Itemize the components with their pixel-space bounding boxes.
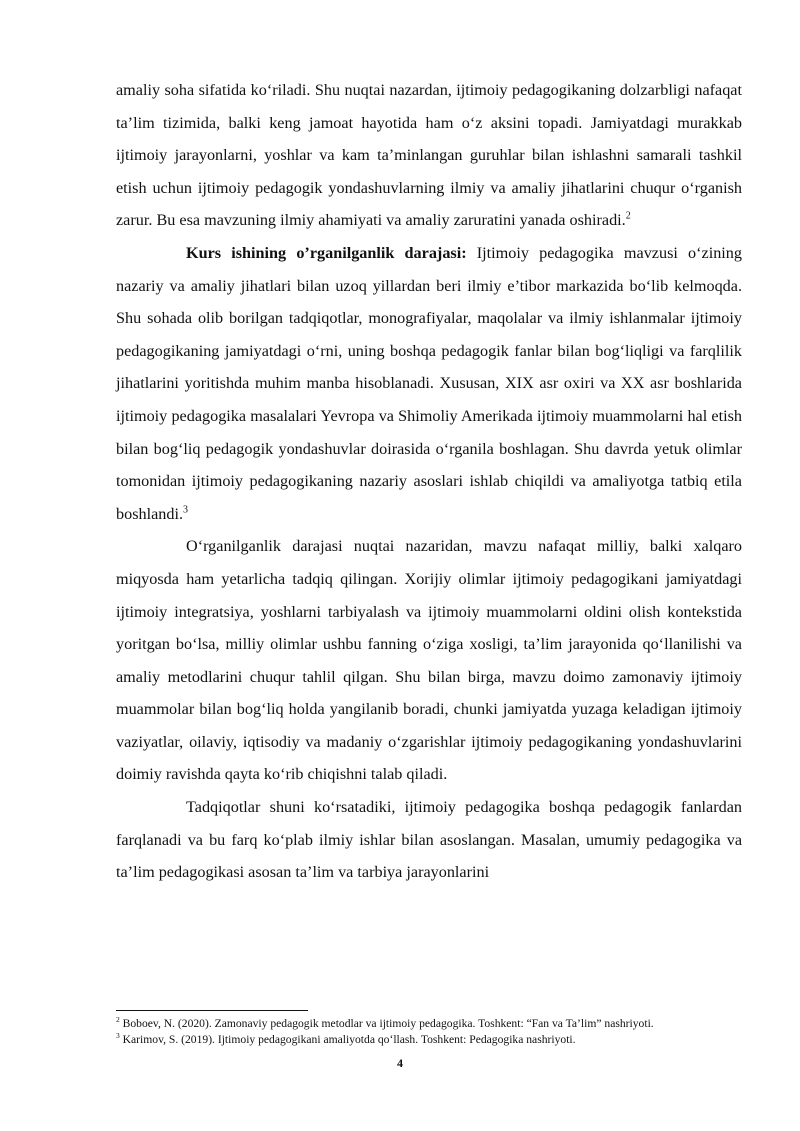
footnote-text: Karimov, S. (2019). Ijtimoiy pedagogikani amaliyotda qo‘llash. Toshkent: Pedagogika nashriyoti. <box>119 1033 576 1046</box>
paragraph-3-text: O‘rganilganlik darajasi nuqtai nazaridan, mavzu nafaqat milliy, balki xalqaro miqyosda ham yetarlicha tadqiq qilingan. Xorijiy olimlar ijtimoiy pedagogikani jamiyatdagi ijtimoiy integratsiya, yoshlarni tarbiyalash va ijtimoiy muammolarni oldini olish kontekstida yoritgan bo‘lsa, milliy olimlar ushbu fanning o‘ziga xosligi, ta’lim jarayonida qo‘llanilishi va amaliy metodlarini chuqur tahlil qilgan. Shu bilan birga, mavzu doimo zamonaviy ijtimoiy muammolar bilan bog‘liq holda yangilanib boradi, chunki jamiyatda yuzaga keladigan ijtimoiy vaziyatlar, oilaviy, iqtisodiy va madaniy o‘zgarishlar ijtimoiy pedagogikaning yondashuvlarini doimiy ravishda qayta ko‘rib chiqishni talab qiladi. <box>116 537 742 784</box>
footnote-ref-2: 2 <box>625 210 631 222</box>
paragraph-1 <box>116 74 742 237</box>
footnote-number: 3 <box>116 1031 120 1041</box>
paragraph-2-text: Ijtimoiy pedagogika mavzusi o‘zining nazariy va amaliy jihatlari bilan uzoq yillardan beri ilmiy e’tibor markazida bo‘lib kelmoqda. Shu sohada olib borilgan tadqiqotlar, monografiyalar, maqolalar va ilmiy ishlanmalar ijtimoiy pedagogikaning jamiyatdagi o‘rni, uning boshqa pedagogik fanlar bilan bog‘liqligi va farqlilik jihatlarini yoritishda muhim manba hisoblanadi. Xususan, XIX asr oxiri va XX asr boshlarida ijtimoiy pedagogika masalalari Yevropa va Shimoliy Amerikada ijtimoiy muammolarni hal etish bilan bog‘liq pedagogik yondashuvlar doirasida o‘rganila boshlagan. Shu davrda yetuk olimlar tomonidan ijtimoiy pedagogikaning nazariy asoslari ishlab chiqildi va amaliyotga tatbiq etila boshlandi. <box>116 243 742 523</box>
paragraph-3 <box>116 530 742 791</box>
paragraph-1-text: amaliy soha sifatida ko‘riladi. Shu nuqtai nazardan, ijtimoiy pedagogikaning dolzarbligi nafaqat ta’lim tizimida, balki keng jamoat hayotida ham o‘z aksini topadi. Jamiyatdagi murakkab ijtimoiy jarayonlarni, yoshlar va kam ta’minlangan guruhlar bilan ishlashni samarali tashkil etish uchun ijtimoiy pedagogik yondashuvlarning ilmiy va amaliy jihatlarini chuqur o‘rganish zarur. Bu esa mavzuning ilmiy ahamiyati va amaliy zaruratini yanada oshiradi. <box>116 81 742 230</box>
footnote-ref-3: 3 <box>183 504 188 516</box>
page-number: 4 <box>397 1056 403 1070</box>
body-text <box>116 74 742 889</box>
footnotes <box>116 1016 756 1048</box>
footnote-number: 2 <box>116 1015 120 1025</box>
paragraph-4-text: Tadqiqotlar shuni ko‘rsatadiki, ijtimoiy pedagogika boshqa pedagogik fanlardan farqlanadi va bu farq ko‘plab ilmiy ishlar bilan asoslangan. Masalan, umumiy pedagogika va ta’lim pedagogikasi asosan ta’lim va tarbiya jarayonlarini <box>116 798 742 882</box>
footnote-divider <box>116 1010 308 1011</box>
footnote-2 <box>116 1016 756 1032</box>
section-heading: Kurs ishining o’rganilganlik darajasi: <box>186 243 467 262</box>
footnote-3 <box>116 1032 756 1048</box>
paragraph-4 <box>116 791 742 889</box>
paragraph-2 <box>116 237 742 530</box>
footnote-text: Boboev, N. (2020). Zamonaviy pedagogik metodlar va ijtimoiy pedagogika. Toshkent: “Fan va Ta’lim” nashriyoti. <box>119 1017 654 1030</box>
